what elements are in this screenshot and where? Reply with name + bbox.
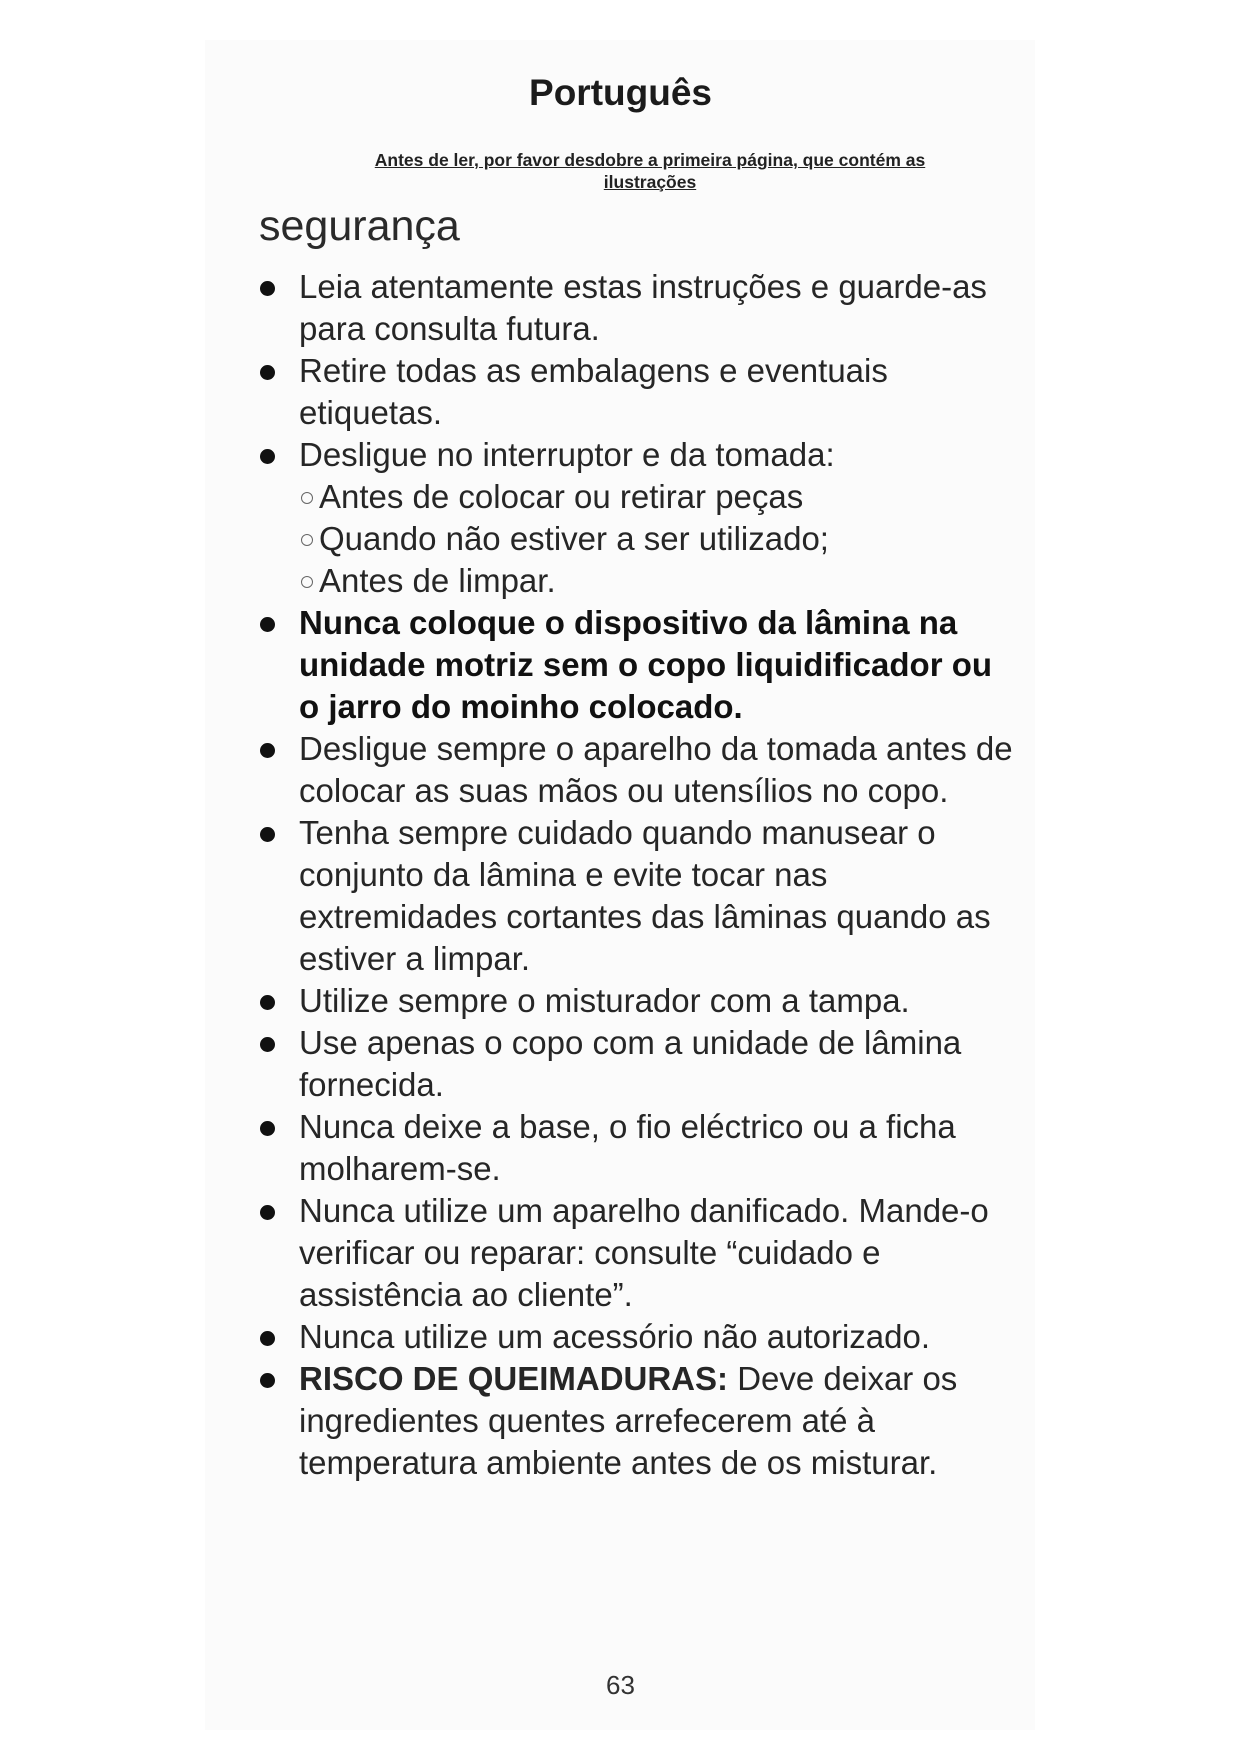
bullet-icon xyxy=(260,449,275,464)
list-item-text: Desligue no interruptor e da tomada: xyxy=(299,436,835,473)
list-item xyxy=(259,1022,1019,1106)
bullet-icon xyxy=(260,1205,275,1220)
list-item-text: Utilize sempre o misturador com a tampa. xyxy=(299,982,910,1019)
section-title: segurança xyxy=(259,202,460,250)
bullet-icon xyxy=(260,281,275,296)
list-item-text: Nunca coloque o dispositivo da lâmina na unidade motriz sem o copo liquidificador ou o jarro do moinho colocado. xyxy=(299,604,993,725)
circle-bullet-icon xyxy=(301,576,313,588)
notice-line-1: Antes de ler, por favor desdobre a primeira página, que contém as xyxy=(374,150,926,170)
circle-bullet-icon xyxy=(301,534,313,546)
list-item-text: Use apenas o copo com a unidade de lâmina fornecida. xyxy=(299,1024,962,1103)
list-item-text: Tenha sempre cuidado quando manusear o conjunto da lâmina e evite tocar nas extremidades cortantes das lâminas quando as estiver a limpar. xyxy=(299,814,991,977)
list-item xyxy=(259,1190,1019,1316)
list-item xyxy=(259,812,1019,980)
bullet-icon xyxy=(260,365,275,380)
burn-risk-label: RISCO DE QUEIMADURAS: xyxy=(299,1360,729,1397)
list-item-text: Nunca deixe a base, o fio eléctrico ou a ficha molharem-se. xyxy=(299,1108,956,1187)
bullet-icon xyxy=(260,1373,275,1388)
list-item-text: Nunca utilize um acessório não autorizado. xyxy=(299,1318,931,1355)
bullet-icon xyxy=(260,743,275,758)
sub-list-item xyxy=(299,560,1019,602)
list-item xyxy=(259,728,1019,812)
list-item xyxy=(259,266,1019,350)
notice-line-2: ilustrações xyxy=(603,172,697,192)
sub-list-item-text: Quando não estiver a ser utilizado; xyxy=(319,520,829,557)
page-number: 63 xyxy=(606,1670,635,1700)
list-item-text: Desligue sempre o aparelho da tomada antes de colocar as suas mãos ou utensílios no copo. xyxy=(299,730,1013,809)
list-item xyxy=(259,1358,1019,1484)
list-item-text: Retire todas as embalagens e eventuais etiquetas. xyxy=(299,352,888,431)
page-title: Português xyxy=(529,72,712,113)
list-item-text: Deve deixar os ingredientes quentes arrefecerem até à temperatura ambiente antes de os misturar. xyxy=(299,1360,958,1481)
circle-bullet-icon xyxy=(301,492,313,504)
list-item-text: Nunca utilize um aparelho danificado. Mande-o verificar ou reparar: consulte “cuidado e assistência ao cliente”. xyxy=(299,1192,989,1313)
list-item-text: Leia atentamente estas instruções e guarde-as para consulta futura. xyxy=(299,268,987,347)
sub-list xyxy=(299,476,1019,602)
sub-list-item xyxy=(299,518,1019,560)
list-item-warning xyxy=(259,602,1019,728)
bullet-icon xyxy=(260,995,275,1010)
list-item xyxy=(259,980,1019,1022)
bullet-icon xyxy=(260,827,275,842)
sub-list-item xyxy=(299,476,1019,518)
bullet-icon xyxy=(260,1121,275,1136)
bullet-icon xyxy=(260,1037,275,1052)
list-item xyxy=(259,434,1019,602)
list-item xyxy=(259,350,1019,434)
sub-list-item-text: Antes de colocar ou retirar peças xyxy=(319,478,804,515)
bullet-icon xyxy=(260,1331,275,1346)
bullet-icon xyxy=(260,617,275,632)
unfold-notice xyxy=(300,149,1000,193)
list-item xyxy=(259,1316,1019,1358)
safety-list xyxy=(259,266,1019,1484)
sub-list-item-text: Antes de limpar. xyxy=(319,562,556,599)
list-item xyxy=(259,1106,1019,1190)
